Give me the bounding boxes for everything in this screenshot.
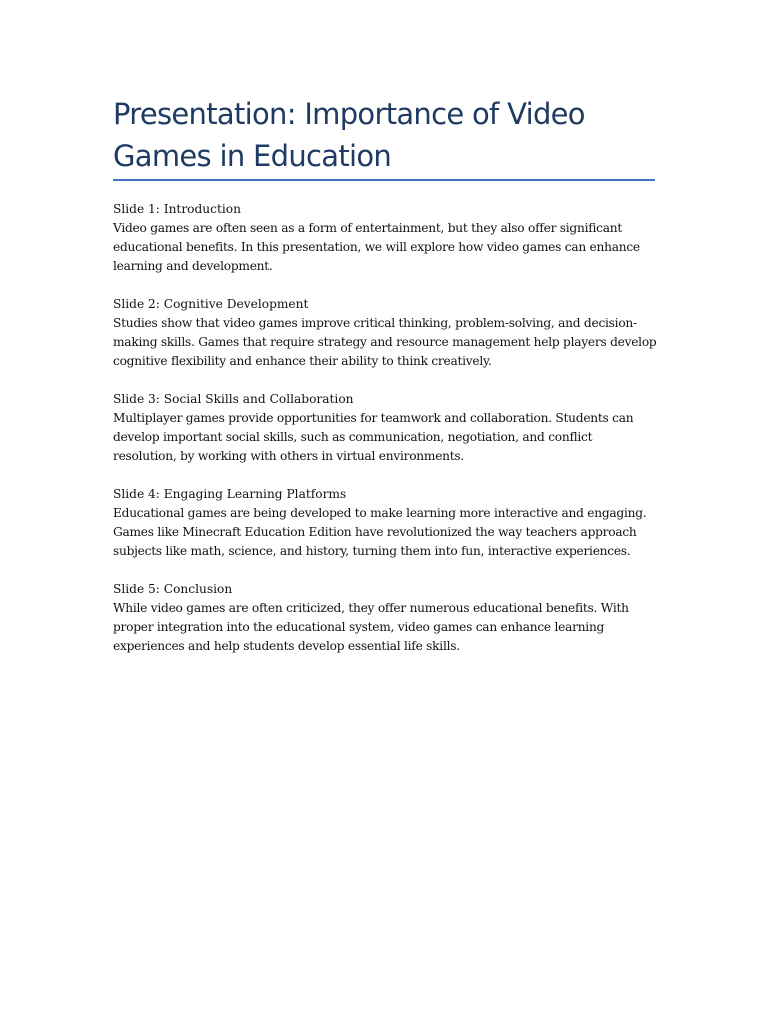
document-title: Presentation: Importance of Video Games in Education <box>113 97 585 173</box>
slide-heading: Slide 4: Engaging Learning Platforms <box>113 487 347 501</box>
slide-section-3 <box>113 390 658 466</box>
slide-paragraph: Educational games are being developed to make learning more interactive and engaging. Games like Minecraft Education Edition have revolutionized the way teachers approach subjects like math, science, and history, turning them into fun, interactive experiences. <box>113 506 647 558</box>
title-divider <box>113 179 655 181</box>
slide-heading: Slide 1: Introduction <box>113 202 241 216</box>
slide-section-1 <box>113 200 658 276</box>
slide-paragraph: Studies show that video games improve critical thinking, problem-solving, and decision-making skills. Games that require strategy and resource management help players develop cognitive flexibility and enhance their ability to think creatively. <box>113 316 657 368</box>
slide-section-4 <box>113 485 658 561</box>
slide-paragraph: Video games are often seen as a form of entertainment, but they also offer significant educational benefits. In this presentation, we will explore how video games can enhance learning and development. <box>113 221 640 273</box>
slide-heading: Slide 5: Conclusion <box>113 582 233 596</box>
slide-paragraph: While video games are often criticized, they offer numerous educational benefits. With proper integration into the educational system, video games can enhance learning experiences and help students develop essential life skills. <box>113 601 629 653</box>
slide-section-2 <box>113 295 658 371</box>
slide-section-5 <box>113 580 658 656</box>
slide-heading: Slide 2: Cognitive Development <box>113 297 309 311</box>
slide-paragraph: Multiplayer games provide opportunities for teamwork and collaboration. Students can develop important social skills, such as communication, negotiation, and conflict resolution, by working with others in virtual environments. <box>113 411 634 463</box>
document-body <box>113 200 658 675</box>
slide-heading: Slide 3: Social Skills and Collaboration <box>113 392 354 406</box>
